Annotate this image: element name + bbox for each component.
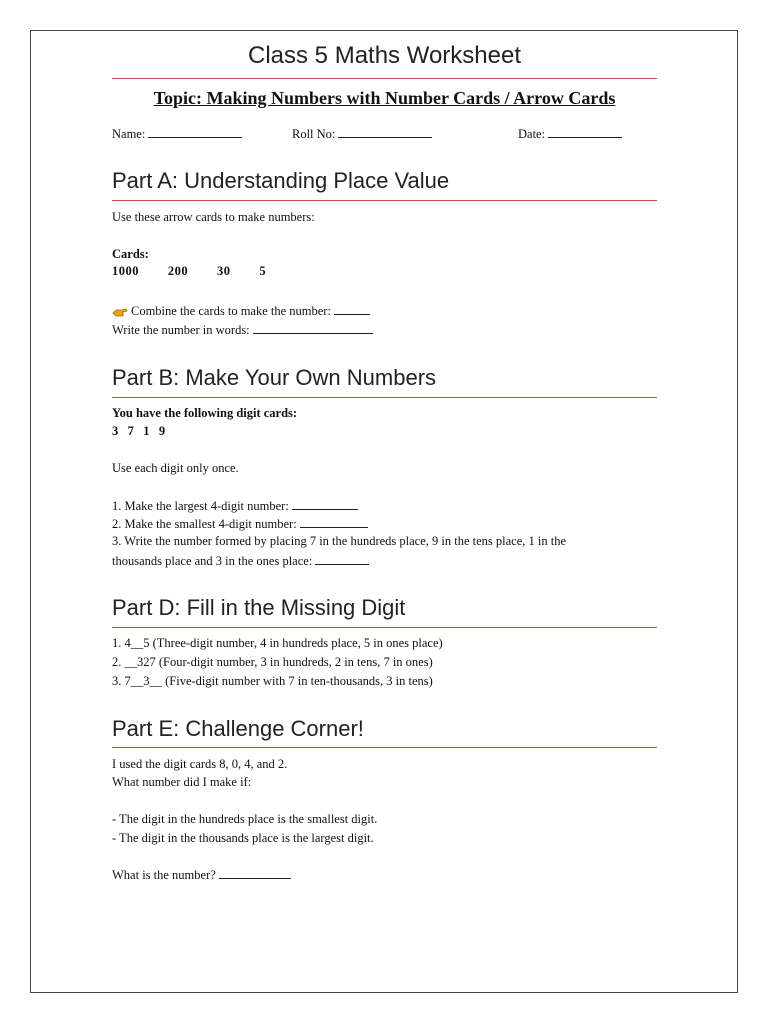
words-blank[interactable]	[253, 322, 373, 334]
part-b-rule	[112, 397, 657, 398]
date-label: Date:	[518, 127, 546, 141]
date-blank[interactable]	[548, 126, 622, 138]
part-d-q3: 3. 7__3__ (Five-digit number with 7 in ten-thousands, 3 in tens)	[112, 674, 433, 688]
part-e-line1: I used the digit cards 8, 0, 4, and 2.	[112, 757, 288, 771]
words-text: Write the number in words:	[112, 323, 250, 337]
combine-blank[interactable]	[334, 303, 370, 315]
worksheet-title: Class 5 Maths Worksheet	[248, 42, 521, 69]
part-e-answer-blank[interactable]	[219, 867, 291, 879]
part-b-q2	[112, 516, 368, 532]
roll-field[interactable]	[292, 126, 432, 142]
part-e-cond2: - The digit in the thousands place is the largest digit.	[112, 831, 374, 845]
part-b-heading: Part B: Make Your Own Numbers	[112, 365, 437, 390]
part-e-heading: Part E: Challenge Corner!	[112, 716, 364, 741]
arrow-cards: 1000 200 30 5	[112, 264, 267, 278]
part-a-heading: Part A: Understanding Place Value	[112, 168, 450, 193]
topic-heading: Topic: Making Numbers with Number Cards / Arrow Cards	[153, 88, 616, 108]
pointing-hand-icon	[112, 307, 128, 318]
name-label: Name:	[112, 127, 146, 141]
part-b-q3-text: thousands place and 3 in the ones place:	[112, 554, 313, 568]
combine-question	[112, 303, 370, 319]
digits-label: You have the following digit cards:	[112, 406, 298, 420]
part-e-question	[112, 867, 291, 883]
part-b-q3-line1: 3. Write the number formed by placing 7 in the hundreds place, 9 in the tens place, 1 in the	[112, 534, 566, 548]
part-e-rule	[112, 747, 657, 748]
words-question	[112, 322, 373, 338]
part-b-q3-blank[interactable]	[315, 553, 369, 565]
part-b-q3-line2	[112, 553, 369, 569]
part-a-rule	[112, 200, 657, 201]
roll-label: Roll No:	[292, 127, 336, 141]
part-e-cond1: - The digit in the hundreds place is the smallest digit.	[112, 812, 378, 826]
title-rule	[112, 78, 657, 79]
digit-cards: 3 7 1 9	[112, 424, 166, 438]
cards-label: Cards:	[112, 247, 149, 261]
part-b-q1	[112, 498, 358, 514]
part-b-q2-blank[interactable]	[300, 516, 368, 528]
part-d-q1: 1. 4__5 (Three-digit number, 4 in hundreds place, 5 in ones place)	[112, 636, 443, 650]
part-b-q1-text: 1. Make the largest 4-digit number:	[112, 499, 289, 513]
part-e-question-text: What is the number?	[112, 868, 216, 882]
date-field[interactable]	[518, 126, 622, 142]
part-b-q1-blank[interactable]	[292, 498, 358, 510]
part-d-q2: 2. __327 (Four-digit number, 3 in hundreds, 2 in tens, 7 in ones)	[112, 655, 433, 669]
name-blank[interactable]	[148, 126, 242, 138]
part-b-rule-text: Use each digit only once.	[112, 461, 239, 475]
name-field[interactable]	[112, 126, 242, 142]
part-d-rule	[112, 627, 657, 628]
part-a-intro: Use these arrow cards to make numbers:	[112, 210, 315, 224]
part-e-line2: What number did I make if:	[112, 775, 252, 789]
part-b-q2-text: 2. Make the smallest 4-digit number:	[112, 517, 297, 531]
combine-text: Combine the cards to make the number:	[131, 304, 331, 318]
part-d-heading: Part D: Fill in the Missing Digit	[112, 595, 406, 620]
roll-blank[interactable]	[338, 126, 432, 138]
